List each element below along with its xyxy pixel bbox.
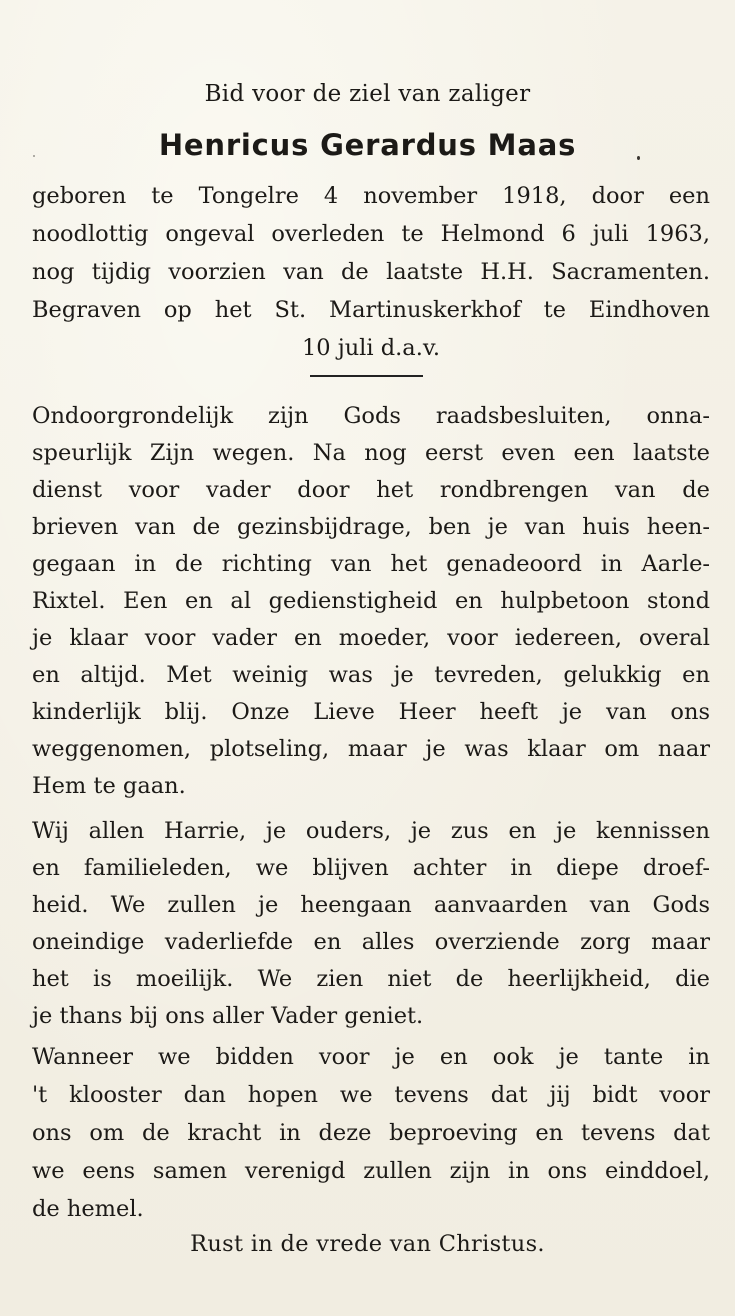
details-line: Begraven op het St. Martinuskerkhof te Eindhoven [32,297,710,323]
body-line: weggenomen, plotseling, maar je was klaar om naar [32,736,710,762]
body-line: ons om de kracht in deze beproeving en tevens dat [32,1120,710,1146]
body-line: Wanneer we bidden voor je en ook je tante in [32,1044,710,1070]
prayer-intro: Bid voor de ziel van zaliger [204,81,531,107]
body-line: en altijd. Met weinig was je tevreden, gelukkig en [32,662,710,688]
body-line: je thans bij ons aller Vader geniet. [32,1003,424,1029]
body-line: speurlijk Zijn wegen. Na nog eerst even een laatste [32,440,710,466]
body-line: oneindige vaderliefde en alles overziende zorg maar [32,929,710,955]
body-line: heid. We zullen je heengaan aanvaarden van Gods [32,892,710,918]
closing-line: Rust in de vrede van Christus. [190,1231,545,1257]
body-line: Ondoorgrondelijk zijn Gods raadsbesluiten, onna- [32,403,710,429]
body-line: het is moeilijk. We zien niet de heerlijkheid, die [32,966,710,992]
divider [310,375,423,377]
body-line: brieven van de gezinsbijdrage, ben je van huis heen- [32,514,710,540]
details-line: noodlottig ongeval overleden te Helmond 6 juli 1963, [32,221,710,247]
body-line: gegaan in de richting van het genadeoord in Aarle- [32,551,710,577]
print-speck [33,155,35,157]
body-line: de hemel. [32,1196,144,1222]
body-line: en familieleden, we blijven achter in diepe droef- [32,855,710,881]
body-line: dienst voor vader door het rondbrengen van de [32,477,710,503]
body-line: we eens samen verenigd zullen zijn in ons einddoel, [32,1158,710,1184]
body-line: Wij allen Harrie, je ouders, je zus en je kennissen [32,818,710,844]
details-line: 10 juli d.a.v. [301,335,441,361]
body-line: kinderlijk blij. Onze Lieve Heer heeft je van ons [32,699,710,725]
body-line: Rixtel. Een en al gedienstigheid en hulpbetoon stond [32,588,710,614]
details-line: geboren te Tongelre 4 november 1918, door een [32,183,710,209]
details-line: nog tijdig voorzien van de laatste H.H. Sacramenten. [32,259,710,285]
body-line: 't klooster dan hopen we tevens dat jij bidt voor [32,1082,710,1108]
body-line: Hem te gaan. [32,773,186,799]
deceased-name: Henricus Gerardus Maas [158,128,577,162]
print-speck [637,156,640,160]
body-line: je klaar voor vader en moeder, voor iedereen, overal [32,625,710,651]
